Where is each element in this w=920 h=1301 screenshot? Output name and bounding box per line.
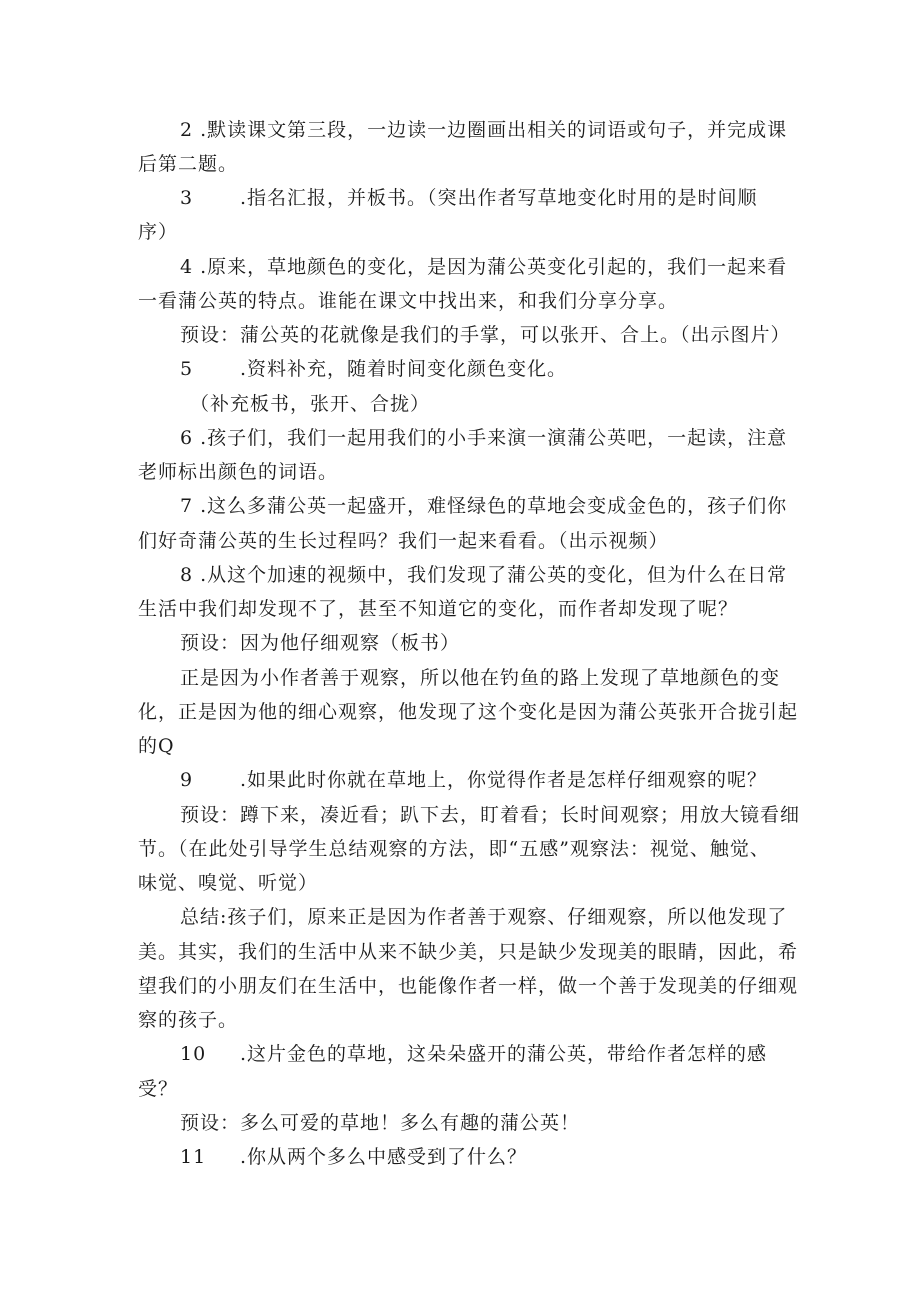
summary-line-4: 察的孩子。 xyxy=(138,1009,239,1031)
summary-line-3: 望我们的小朋友们在生活中，也能像作者一样，做一个善于发现美的仔细观 xyxy=(138,975,799,997)
item-3-text: .指名汇报，并板书。（突出作者写草地变化时用的是时间顺 xyxy=(240,187,758,209)
preset-4: 预设：多么可爱的草地！多么有趣的蒲公英！ xyxy=(180,1112,581,1134)
summary-line-1: 总结:孩子们，原来正是因为作者善于观察、仔细观察，所以他发现了 xyxy=(180,906,788,928)
item-9-text: .如果此时你就在草地上，你觉得作者是怎样仔细观察的呢？ xyxy=(240,769,768,791)
item-10-line-1 xyxy=(180,1042,860,1066)
preset-1: 预设：蒲公英的花就像是我们的手掌，可以张开、合上。（出示图片） xyxy=(180,324,791,346)
item-6-line-1: 6 .孩子们，我们一起用我们的小手来演一演蒲公英吧，一起读，注意 xyxy=(180,427,788,449)
paragraph-1-line-1: 正是因为小作者善于观察，所以他在钓鱼的路上发现了草地颜色的变 xyxy=(180,667,781,689)
item-9-line-1 xyxy=(180,768,860,792)
item-8-line-2: 生活中我们却发现不了，甚至不知道它的变化，而作者却发现了呢？ xyxy=(138,598,739,620)
paragraph-1-line-2: 化，正是因为他的细心观察，他发现了这个变化是因为蒲公英张开合拢引起 xyxy=(138,701,799,723)
item-4-line-2: 一看蒲公英的特点。谁能在课文中找出来，和我们分享分享。 xyxy=(138,290,679,312)
item-4-line-1: 4 .原来，草地颜色的变化，是因为蒲公英变化引起的，我们一起来看 xyxy=(180,256,788,278)
item-11-line-1 xyxy=(180,1145,860,1169)
item-5-number: 5 xyxy=(180,358,194,380)
summary-line-2: 美。其实，我们的生活中从来不缺少美，只是缺少发现美的眼睛，因此，希 xyxy=(138,941,799,963)
preset-3-line-1: 预设：蹲下来，凑近看；趴下去，盯着看；长时间观察；用放大镜看细 xyxy=(180,804,801,826)
item-10-text: .这片金色的草地，这朵朵盛开的蒲公英，带给作者怎样的感 xyxy=(240,1043,768,1065)
item-11-text: .你从两个多么中感受到了什么？ xyxy=(240,1146,528,1168)
item-2-line-1: 2 .默读课文第三段，一边读一边圈画出相关的词语或句子，并完成课 xyxy=(180,119,788,141)
board-note: （补充板书，张开、合拢） xyxy=(190,393,431,415)
item-5-line-1 xyxy=(180,357,860,381)
item-7-line-1: 7 .这么多蒲公英一起盛开，难怪绿色的草地会变成金色的，孩子们你 xyxy=(180,495,788,517)
preset-3-line-2: 节。（在此处引导学生总结观察的方法，即“五感”观察法：视觉、触觉、 xyxy=(138,838,770,860)
item-7-line-2: 们好奇蒲公英的生长过程吗？我们一起来看看。（出示视频） xyxy=(138,530,669,552)
item-8-line-1: 8 .从这个加速的视频中，我们发现了蒲公英的变化，但为什么在日常 xyxy=(180,564,788,586)
item-3-line-2: 序） xyxy=(138,221,179,243)
item-10-line-2: 受？ xyxy=(138,1078,179,1100)
item-10-number: 10 xyxy=(180,1043,207,1065)
item-3-number: 3 xyxy=(180,187,194,209)
item-6-line-2: 老师标出颜色的词语。 xyxy=(138,461,339,483)
preset-2: 预设：因为他仔细观察（板书） xyxy=(180,632,461,654)
preset-3-line-3: 味觉、嗅觉、听觉） xyxy=(138,872,319,894)
paragraph-1-line-3: 的Q xyxy=(138,735,175,757)
item-3-line-1 xyxy=(180,186,860,210)
item-2-line-2: 后第二题。 xyxy=(138,153,239,175)
item-5-text: .资料补充，随着时间变化颜色变化。 xyxy=(240,358,568,380)
item-9-number: 9 xyxy=(180,769,194,791)
item-11-number: 11 xyxy=(180,1146,207,1168)
